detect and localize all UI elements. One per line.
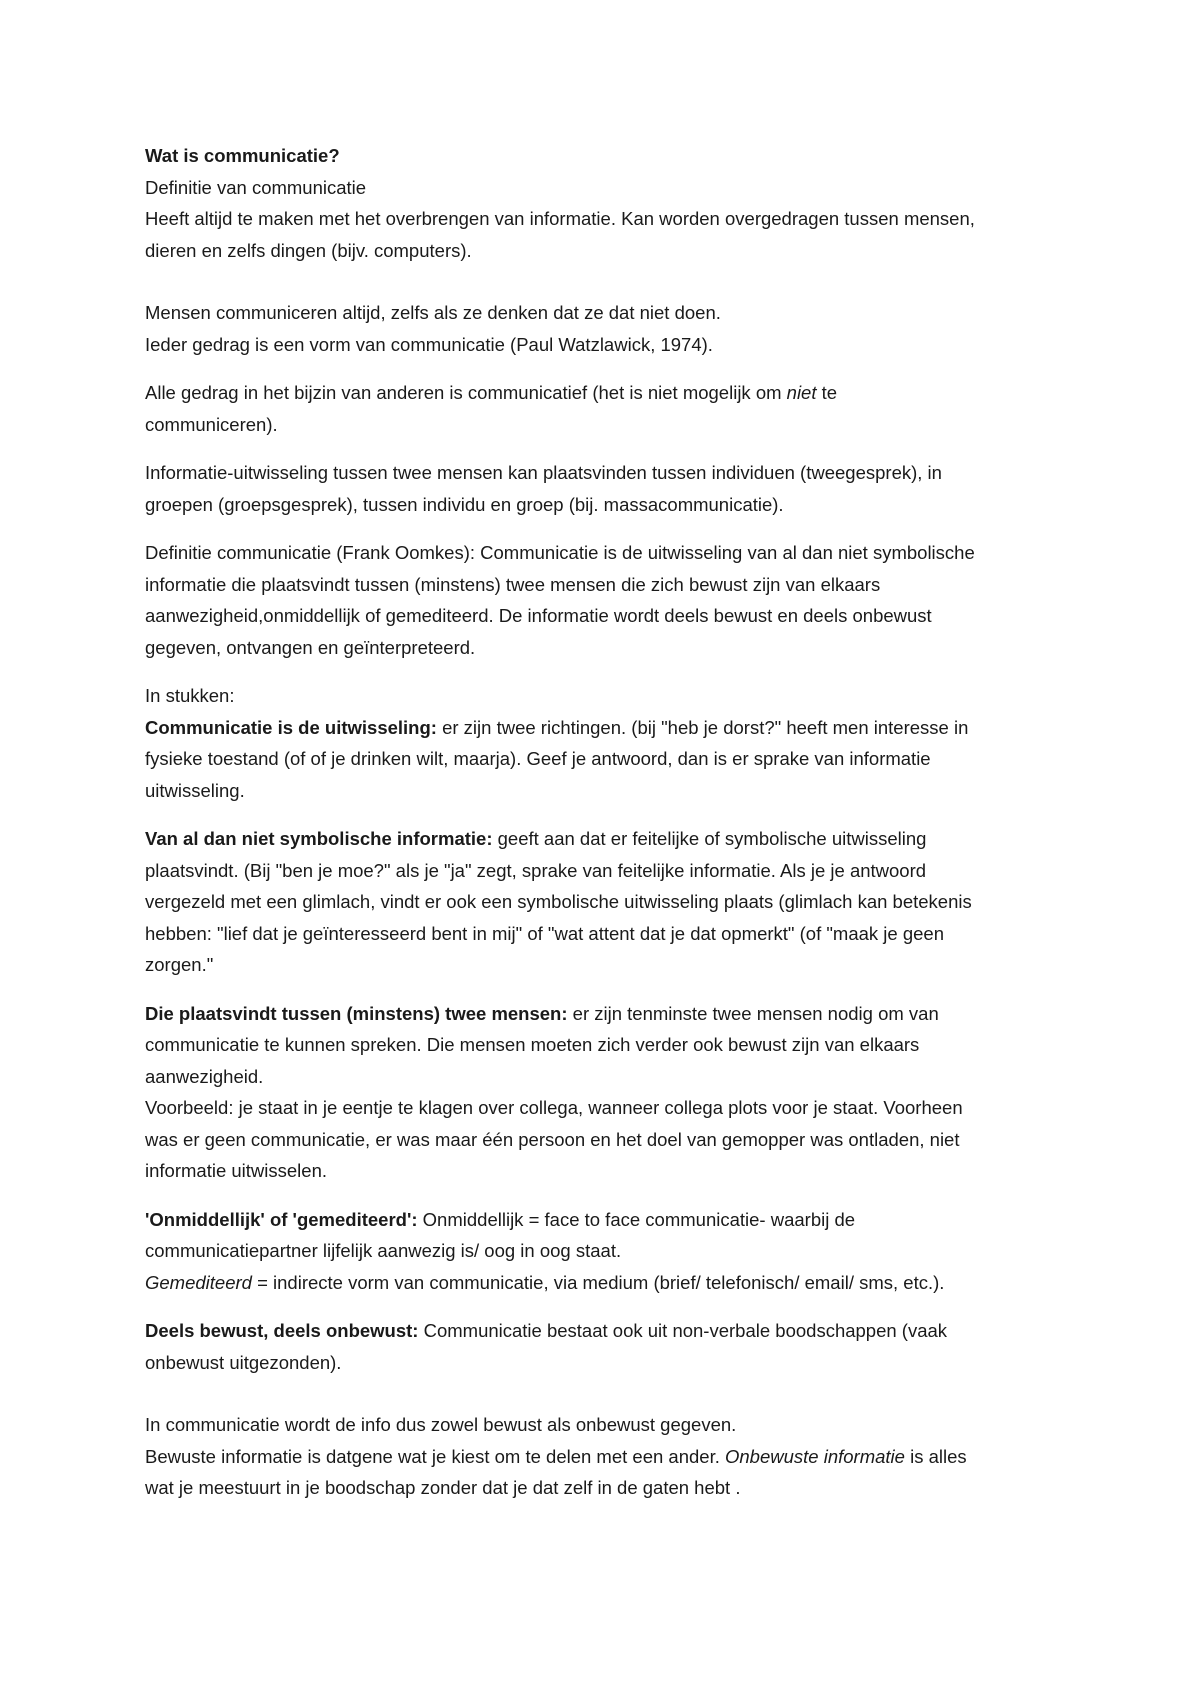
paragraph-line — [145, 377, 1075, 409]
paragraph-line: gegeven, ontvangen en geïnterpreteerd. — [145, 636, 476, 658]
paragraph-line — [145, 1267, 1075, 1299]
paragraph-line: In communicatie wordt de info dus zowel bewust als onbewust gegeven. — [145, 1414, 737, 1435]
text-run: Alle gedrag in het bijzin van anderen is communicatief (het is niet mogelijk om — [145, 382, 787, 403]
paragraph-line: wat je meestuurt in je boodschap zonder dat je dat zelf in de gaten hebt . — [145, 1477, 741, 1498]
emphasis-text: Gemediteerd — [145, 1271, 252, 1293]
emphasis-text: Onbewuste informatie — [725, 1445, 905, 1467]
intro-line: Heeft altijd te maken met het overbrengen van informatie. Kan worden overgedragen tussen mensen, — [145, 208, 975, 229]
paragraph-line: hebben: "lief dat je geïnteresseerd bent in mij" of "wat attent dat je dat opmerkt" (of "maak je geen — [145, 922, 944, 944]
paragraph-line: Voorbeeld: je staat in je eentje te klagen over collega, wanneer collega plots voor je staat. Voorheen — [145, 1097, 963, 1118]
paragraph-line: plaatsvindt. (Bij "ben je moe?" als je "ja" zegt, sprake van feitelijke informatie. Als je je antwoord — [145, 859, 927, 881]
paragraph-line — [145, 1204, 1075, 1236]
paragraph-line: informatie die plaatsvindt tussen (minstens) twee mensen die zich bewust zijn van elkaars — [145, 573, 881, 595]
document-body — [145, 140, 1075, 1504]
paragraph-line: groepen (groepsgesprek), tussen individu en groep (bij. massacommunicatie). — [145, 493, 784, 515]
paragraph-line — [145, 1441, 1075, 1473]
term-label: Communicatie is de uitwisseling: — [145, 716, 437, 738]
paragraph-line: zorgen." — [145, 954, 214, 975]
intro-line: dieren en zelfs dingen (bijv. computers). — [145, 239, 472, 261]
paragraph-line: aanwezigheid. — [145, 1065, 264, 1087]
text-run: Communicatie bestaat ook uit non-verbale boodschappen (vaak — [418, 1320, 948, 1341]
doc-title: Wat is communicatie? — [145, 145, 340, 166]
text-run: geeft aan dat er feitelijke of symbolische uitwisseling — [492, 828, 927, 849]
paragraph-line: communicatiepartner lijfelijk aanwezig is/ oog in oog staat. — [145, 1240, 622, 1261]
paragraph-line: Informatie-uitwisseling tussen twee mensen kan plaatsvinden tussen individuen (tweegesprek), in — [145, 462, 942, 483]
emphasis-text: niet — [786, 382, 817, 403]
paragraph-line: Mensen communiceren altijd, zelfs als ze denken dat ze dat niet doen. — [145, 302, 721, 323]
paragraph-line: was er geen communicatie, er was maar één persoon en het doel van gemopper was ontladen, niet — [145, 1128, 960, 1150]
paragraph-line: In stukken: — [145, 685, 235, 706]
paragraph-line: Ieder gedrag is een vorm van communicatie (Paul Watzlawick, 1974). — [145, 333, 713, 355]
text-run: is alles — [904, 1445, 967, 1467]
paragraph-line — [145, 823, 1075, 855]
paragraph-line: Definitie communicatie (Frank Oomkes): Communicatie is de uitwisseling van al dan niet symbolische — [145, 542, 975, 563]
term-label: 'Onmiddellijk' of 'gemediteerd': — [145, 1208, 418, 1230]
paragraph-line: communiceren). — [145, 413, 278, 435]
paragraph-line: onbewust uitgezonden). — [145, 1351, 342, 1373]
paragraph-line: communicatie te kunnen spreken. Die mensen moeten zich verder ook bewust zijn van elkaars — [145, 1034, 920, 1055]
text-run: er zijn tenminste twee mensen nodig om van — [567, 1002, 939, 1024]
text-run: Onmiddellijk = face to face communicatie- waarbij de — [417, 1208, 856, 1230]
paragraph-line — [145, 1315, 1075, 1347]
term-label: Deels bewust, deels onbewust: — [145, 1320, 419, 1341]
text-run: Bewuste informatie is datgene wat je kiest om te delen met een ander. — [145, 1445, 725, 1467]
paragraph-line — [145, 712, 1075, 744]
paragraph-line: informatie uitwisselen. — [145, 1160, 327, 1181]
term-label: Die plaatsvindt tussen (minstens) twee mensen: — [145, 1002, 568, 1024]
paragraph-line — [145, 998, 1075, 1030]
paragraph-line: fysieke toestand (of of je drinken wilt, maarja). Geef je antwoord, dan is er sprake van informatie — [145, 748, 931, 769]
text-run: er zijn twee richtingen. (bij "heb je dorst?" heeft men interesse in — [436, 716, 969, 738]
text-run: = indirecte vorm van communicatie, via medium (brief/ telefonisch/ email/ sms, etc.). — [251, 1271, 945, 1293]
doc-subtitle: Definitie van communicatie — [145, 176, 367, 198]
paragraph-line: vergezeld met een glimlach, vindt er ook een symbolische uitwisseling plaats (glimlach kan betekenis — [145, 891, 972, 912]
paragraph-line: aanwezigheid,onmiddellijk of gemediteerd. De informatie wordt deels bewust en deels onbewust — [145, 605, 932, 626]
term-label: Van al dan niet symbolische informatie: — [145, 828, 493, 849]
text-run: te — [816, 382, 838, 403]
paragraph-line: uitwisseling. — [145, 779, 245, 801]
